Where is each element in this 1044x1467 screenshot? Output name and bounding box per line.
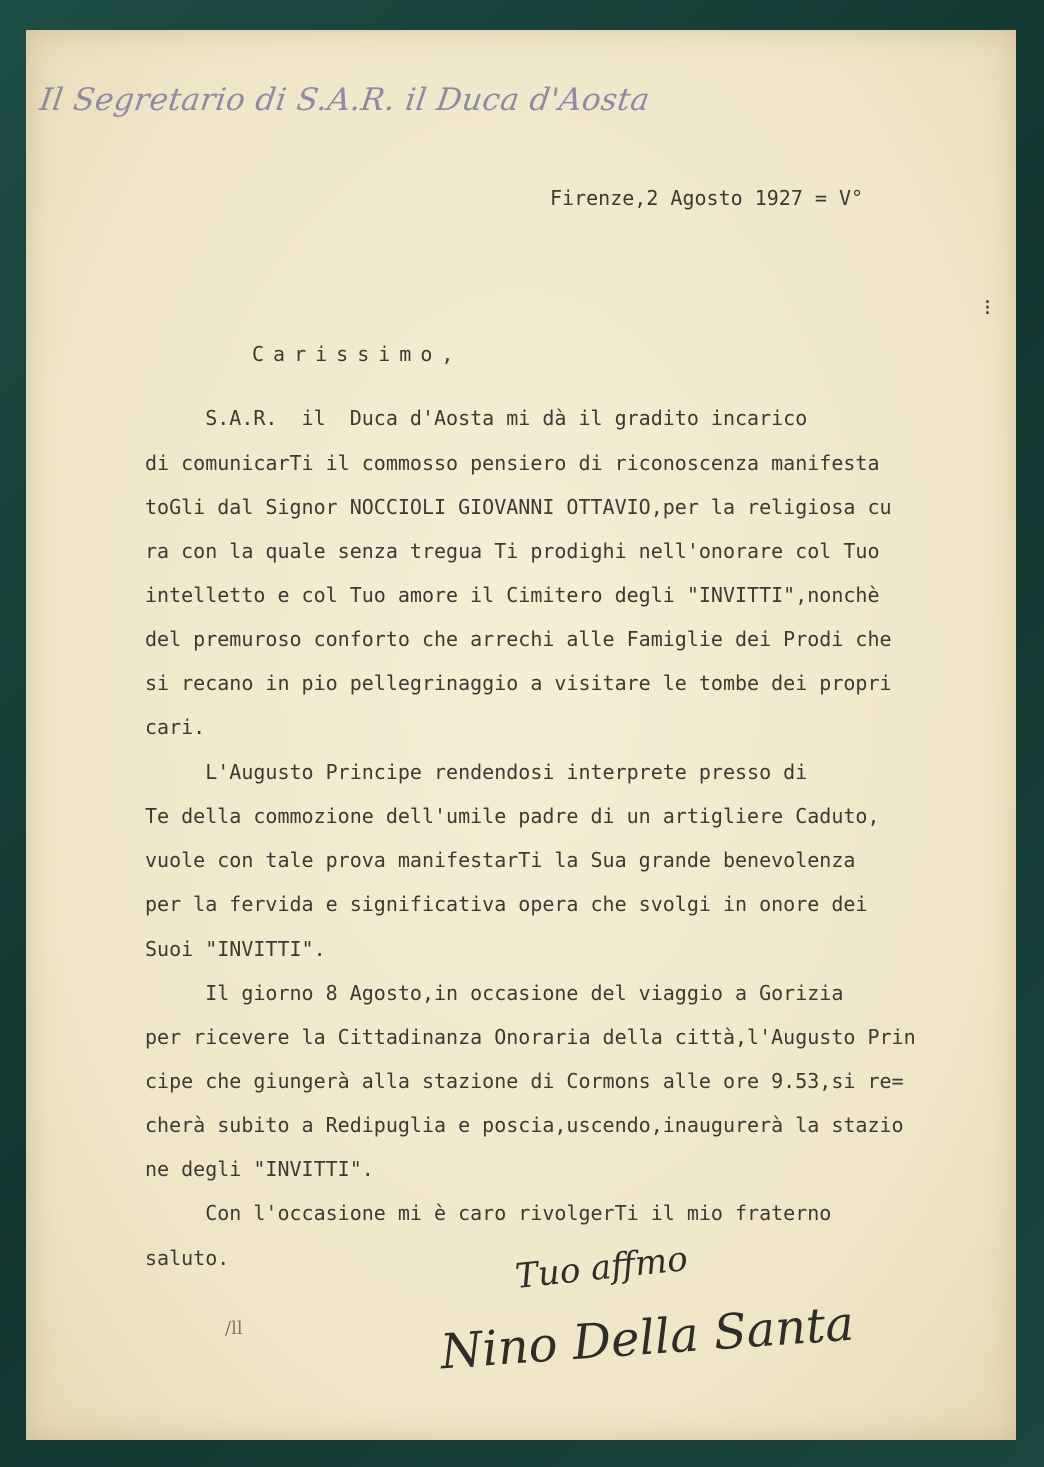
body-line: S.A.R. il Duca d'Aosta mi dà il gradito incarico — [145, 406, 808, 430]
letter-date: Firenze,2 Agosto 1927 = V° — [550, 186, 864, 210]
body-line: del premuroso conforto che arrechi alle Famiglie dei Prodi che — [145, 627, 892, 651]
salutation: Carissimo, — [252, 342, 463, 366]
letterhead: Il Segretario di S.A.R. il Duca d'Aosta — [37, 82, 653, 118]
body-line: per ricevere la Cittadinanza Onoraria della città,l'Augusto Prin — [145, 1025, 916, 1049]
body-line: ra con la quale senza tregua Ti prodighi nell'onorare col Tuo — [145, 539, 880, 563]
body-line: vuole con tale prova manifestarTi la Sua grande benevolenza — [145, 848, 856, 872]
body-line: Il giorno 8 Agosto,in occasione del viaggio a Gorizia — [145, 981, 844, 1005]
body-line: Te della commozione dell'umile padre di un artigliere Caduto, — [145, 804, 880, 828]
body-line: si recano in pio pellegrinaggio a visitare le tombe dei propri — [145, 671, 892, 695]
margin-mark: /ll — [225, 1318, 243, 1339]
body-line: L'Augusto Principe rendendosi interprete presso di — [145, 760, 808, 784]
body-line: intelletto e col Tuo amore il Cimitero degli "INVITTI",nonchè — [145, 583, 880, 607]
body-line: cari. — [145, 715, 206, 739]
body-line: cipe che giungerà alla stazione di Cormons alle ore 9.53,si re= — [145, 1069, 904, 1093]
body-line: Suoi "INVITTI". — [145, 937, 326, 961]
body-line: per la fervida e significativa opera che svolgi in onore dei — [145, 892, 868, 916]
body-line: toGli dal Signor NOCCIOLI GIOVANNI OTTAVIO,per la religiosa cu — [145, 495, 892, 519]
body-line: di comunicarTi il commosso pensiero di riconoscenza manifesta — [145, 451, 880, 475]
body-line: Con l'occasione mi è caro rivolgerTi il mio fraterno — [145, 1201, 832, 1225]
closing-handwritten: Tuo affmo — [513, 1239, 690, 1297]
signature: Nino Della Santa — [438, 1295, 856, 1381]
body-line: saluto. — [145, 1246, 230, 1270]
body-line: ne degli "INVITTI". — [145, 1157, 374, 1181]
body-line: cherà subito a Redipuglia e poscia,uscendo,inaugurerà la stazio — [145, 1113, 904, 1137]
ink-dots: ⁝ — [984, 296, 991, 321]
